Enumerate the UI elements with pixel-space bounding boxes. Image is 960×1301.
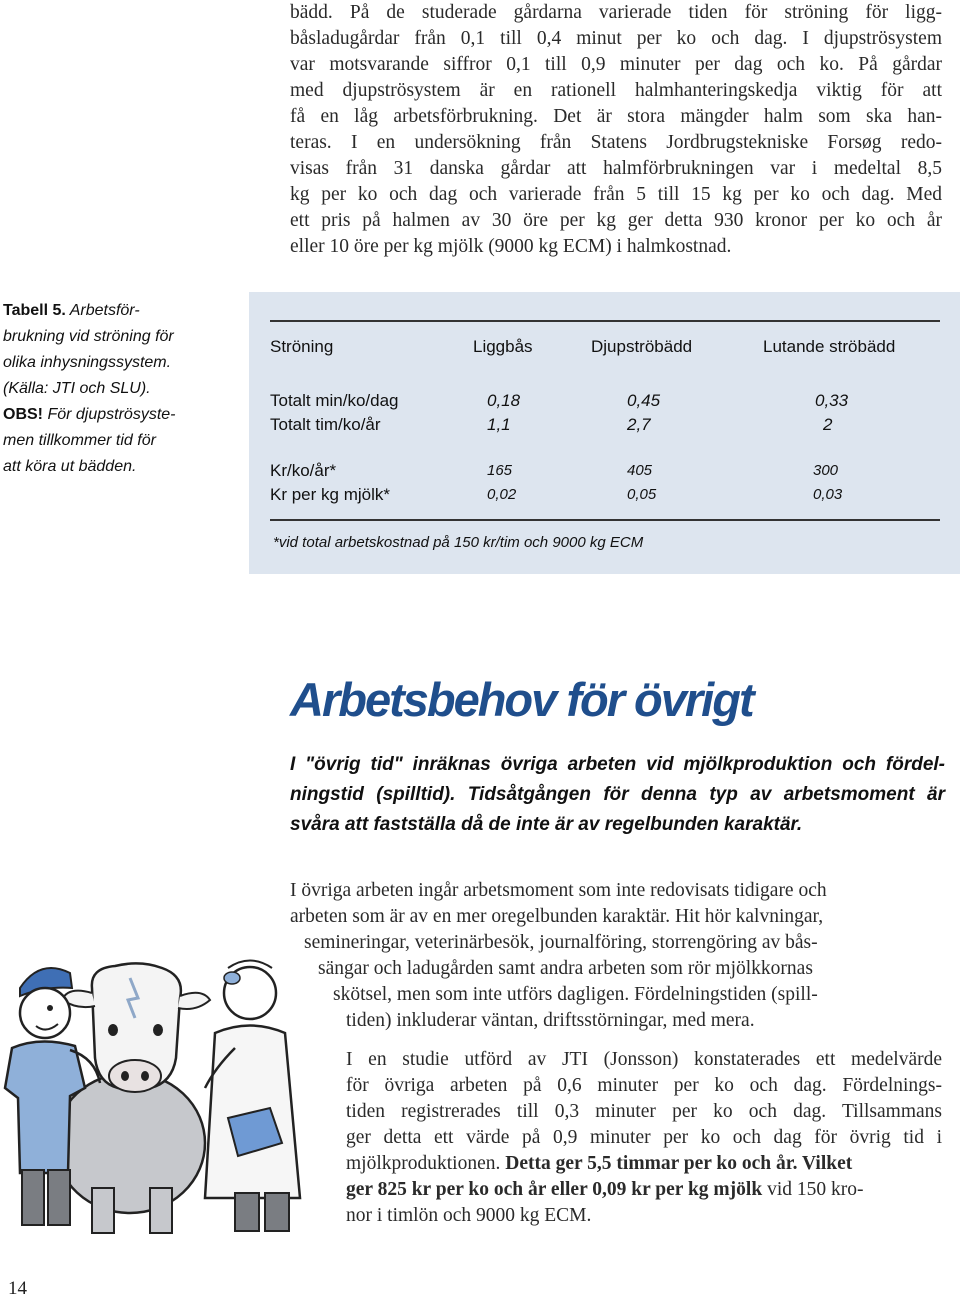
row-label: Totalt tim/ko/år (270, 415, 381, 434)
veterinarian-icon (205, 961, 300, 1232)
section-intro (290, 750, 945, 840)
table-rule (270, 519, 940, 521)
intro-line: I "övrig tid" inräknas övriga arbeten vid mjölkproduktion och fördel- (290, 754, 945, 775)
text-line: I övriga arbeten ingår arbetsmoment som inte redovisats tidigare och (290, 880, 827, 901)
text-line: I en studie utförd av JTI (Jonsson) konstaterades ett medelvärde (346, 1049, 942, 1070)
text-line: visas från 31 danska gårdar att halmförbrukningen var i medeltal 8,5 (290, 158, 942, 179)
text-segment: vid 150 kro- (767, 1179, 864, 1200)
table-cell: 1,1 (487, 415, 511, 434)
page-number: 14 (8, 1278, 27, 1299)
caption-line: brukning vid ströning för (3, 328, 174, 345)
text-line: teras. I en undersökning från Statens Jordbrugstekniske Forsøg redo- (290, 132, 942, 153)
table-cell: 165 (487, 462, 513, 479)
table-cell: 0,33 (815, 391, 849, 410)
text-line: båsladugårdar från 0,1 till 0,4 minut per ko och dag. I djupströsystem (290, 28, 942, 49)
text-line: tiden registrerades till 0,3 minuter per ko och dag. Tillsammans (346, 1101, 942, 1122)
table-footnote: *vid total arbetskostnad på 150 kr/tim och 9000 kg ECM (273, 534, 644, 551)
text-line: sängar och ladugården samt andra arbeten som rör mjölkkornas (318, 958, 813, 979)
caption-line: att köra ut bädden. (3, 458, 137, 475)
text-line: med djupströsystem är en rationell halmhanteringskedja viktig för att (290, 80, 942, 101)
table-cell: 0,02 (487, 486, 517, 503)
body-paragraph-bottom (346, 1047, 942, 1229)
text-line: eller 10 öre per kg mjölk (9000 kg ECM) i halmkostnad. (290, 236, 732, 257)
text-line: ger detta ett värde på 0,9 minuter per ko och dag för övrig tid i (346, 1127, 942, 1148)
intro-line: ningstid (spilltid). Tidsåtgången för denna typ av arbetsmoment är (290, 784, 945, 805)
caption-obs: OBS! (3, 406, 43, 423)
column-header: Liggbås (473, 337, 533, 356)
caption-line: (Källa: JTI och SLU). (3, 380, 151, 397)
table-cell: 0,45 (627, 391, 661, 410)
text-line: arbeten som är av en mer oregelbunden karaktär. Hit hör kalvningar, (290, 906, 824, 927)
caption-line: men tillkommer tid för (3, 432, 156, 449)
text-line: tiden) inkluderar väntan, driftsstörningar, med mera. (346, 1010, 755, 1031)
table-cell: 2 (823, 415, 833, 434)
text-line: få en låg arbetsförbrukning. Det är stora mängder halm som ska han- (290, 106, 942, 127)
text-line: var motsvarande siffror 0,1 till 0,9 minuter per dag och ko. På gårdar (290, 54, 942, 75)
table-cell: 405 (627, 462, 653, 479)
row-label: Kr/ko/år* (270, 461, 337, 480)
text-line: bädd. På de studerade gårdarna varierade tiden för ströning för ligg- (290, 2, 942, 23)
table-cell: 2,7 (627, 415, 651, 434)
body-paragraph-middle (290, 878, 942, 1034)
table-rule (270, 320, 940, 322)
farmer-vet-cow-illustration (0, 938, 320, 1238)
caption-line: Arbetsför- (69, 302, 140, 319)
row-label: Totalt min/ko/dag (270, 391, 399, 410)
text-line: kg per ko och dag och varierade från 5 till 15 kg per ko och dag. Med (290, 184, 942, 205)
text-line (346, 1177, 942, 1203)
text-line: nor i timlön och 9000 kg ECM. (346, 1205, 592, 1226)
caption-label: Tabell 5. (3, 302, 66, 319)
caption-line: olika inhysningssystem. (3, 354, 172, 371)
cow-icon (55, 963, 210, 1233)
row-label: Kr per kg mjölk* (270, 485, 390, 504)
section-heading: Arbetsbehov för övrigt (290, 673, 753, 726)
table-cell: 300 (813, 462, 839, 479)
emphasis-text: ger 825 kr per ko och år eller 0,09 kr per kg mjölk (346, 1179, 763, 1200)
column-header: Lutande ströbädd (763, 337, 896, 356)
text-segment: mjölkproduktionen. (346, 1153, 501, 1174)
intro-line: svåra att fastställa då de inte är av regelbunden karaktär. (290, 814, 803, 835)
text-line: semineringar, veterinärbesök, journalföring, storrengöring av bås- (304, 932, 818, 953)
column-header: Ströning (270, 337, 334, 356)
table-cell: 0,03 (813, 486, 843, 503)
table-cell: 0,05 (627, 486, 657, 503)
column-header: Djupströbädd (591, 337, 693, 356)
text-line (346, 1151, 942, 1177)
table-cell: 0,18 (487, 391, 521, 410)
text-line: ett pris på halmen av 30 öre per kg ger detta 930 kronor per ko och år (290, 210, 942, 231)
body-paragraph-top (290, 0, 942, 260)
table-caption (3, 298, 213, 480)
emphasis-text: Detta ger 5,5 timmar per ko och år. Vilket (505, 1153, 853, 1174)
text-line: för övriga arbeten på 0,6 minuter per ko och dag. Fördelnings- (346, 1075, 942, 1096)
text-line: skötsel, men som inte utförs dagligen. Fördelningstiden (spill- (333, 984, 818, 1005)
data-table (249, 292, 960, 574)
caption-line: För djupströsyste- (47, 406, 176, 423)
